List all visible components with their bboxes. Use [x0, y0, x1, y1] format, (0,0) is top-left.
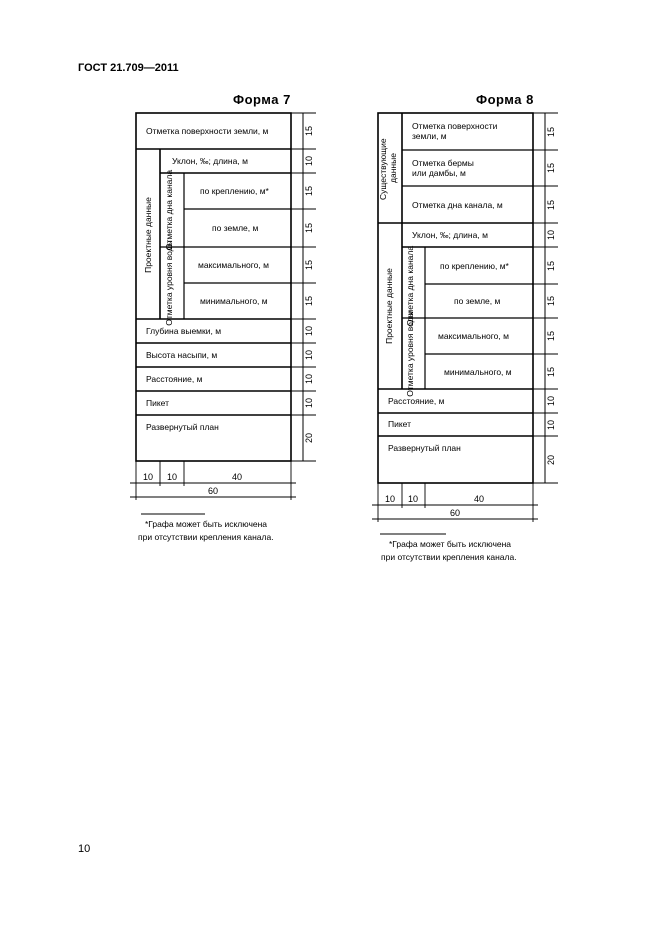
form7-group-bottom: Отметка дна канала	[164, 169, 174, 251]
form8-group-existing: Существующие данные	[378, 138, 398, 200]
svg-text:10: 10	[304, 155, 314, 167]
svg-text:10: 10	[546, 229, 556, 241]
form8-dim-total: 60	[449, 508, 461, 518]
svg-text:10: 10	[304, 397, 314, 409]
form8-row-ground-level: Отметка поверхности земли, м	[412, 121, 498, 141]
form8-dim-col3: 40	[473, 494, 485, 504]
svg-text:20: 20	[546, 454, 556, 466]
form7-dim-total: 60	[207, 486, 219, 496]
svg-text:15: 15	[546, 199, 556, 211]
form8-row-slope: Уклон, ‰; длина, м	[412, 230, 488, 240]
svg-text:15: 15	[546, 330, 556, 342]
form8-footnote-1: *Графа может быть исключена	[389, 539, 512, 549]
svg-text:10: 10	[304, 325, 314, 337]
form8-dim-col1: 10	[384, 494, 396, 504]
form8-row-bottom-lining: по креплению, м*	[440, 261, 509, 271]
form7-row-fill-height: Высота насыпи, м	[146, 350, 218, 360]
svg-text:15: 15	[546, 366, 556, 378]
svg-text:20: 20	[304, 432, 314, 444]
form7-group-design: Проектные данные	[143, 197, 153, 273]
form7-row-distance: Расстояние, м	[146, 374, 203, 384]
form7-row-plan: Развернутый план	[146, 422, 219, 432]
svg-text:10: 10	[546, 395, 556, 407]
form8-row-plan: Развернутый план	[388, 443, 461, 453]
form8-row-berm-level: Отметка бермы или дамбы, м	[412, 158, 474, 178]
svg-text:10: 10	[546, 419, 556, 431]
form7-row-cut-depth: Глубина выемки, м	[146, 326, 222, 336]
form7-row-bottom-lining: по креплению, м*	[200, 186, 269, 196]
form8-row-water-max: максимального, м	[438, 331, 509, 341]
form8-title: Форма 8	[476, 92, 534, 107]
svg-text:15: 15	[546, 126, 556, 138]
form8-right-dims	[546, 127, 556, 465]
svg-text:15: 15	[546, 295, 556, 307]
svg-text:15: 15	[304, 222, 314, 234]
form7-footnote-1: *Графа может быть исключена	[145, 519, 268, 529]
document-header: ГОСТ 21.709—2011	[78, 62, 179, 74]
form7-row-ground-level: Отметка поверхности земли, м	[146, 126, 269, 136]
svg-text:15: 15	[546, 260, 556, 272]
form8-row-water-min: минимального, м	[444, 367, 512, 377]
form8-group-bottom: Отметка дна канала	[405, 245, 415, 327]
page-number: 10	[78, 843, 91, 855]
form7-dim-col2: 10	[166, 472, 178, 482]
svg-text:15: 15	[304, 259, 314, 271]
svg-text:10: 10	[304, 373, 314, 385]
form7-footnote-2: при отсутствии крепления канала.	[138, 532, 274, 542]
form7-row-slope: Уклон, ‰; длина, м	[172, 156, 248, 166]
form8-row-distance: Расстояние, м	[388, 396, 445, 406]
form8-group-water: Отметка уровня воды	[405, 311, 415, 397]
form8-footnote-2: при отсутствии крепления канала.	[381, 552, 517, 562]
form8-row-bottom-ground: по земле, м	[454, 296, 501, 306]
form7-dim-col1: 10	[142, 472, 154, 482]
form7-row-picket: Пикет	[146, 398, 170, 408]
form7-title: Форма 7	[233, 92, 291, 107]
form7-dim-col3: 40	[231, 472, 243, 482]
form7-row-water-max: максимального, м	[198, 260, 269, 270]
form7-group-water: Отметка уровня воды	[164, 240, 174, 326]
form8-dim-col2: 10	[407, 494, 419, 504]
form7-right-dims	[304, 126, 314, 443]
svg-text:15: 15	[304, 295, 314, 307]
form8-row-picket: Пикет	[388, 419, 412, 429]
svg-text:15: 15	[304, 185, 314, 197]
form7-row-bottom-ground: по земле, м	[212, 223, 259, 233]
svg-text:15: 15	[304, 125, 314, 137]
svg-text:10: 10	[304, 349, 314, 361]
form8-row-bottom-existing: Отметка дна канала, м	[412, 200, 503, 210]
svg-text:15: 15	[546, 162, 556, 174]
form7-row-water-min: минимального, м	[200, 296, 268, 306]
form8-group-design: Проектные данные	[384, 268, 394, 344]
